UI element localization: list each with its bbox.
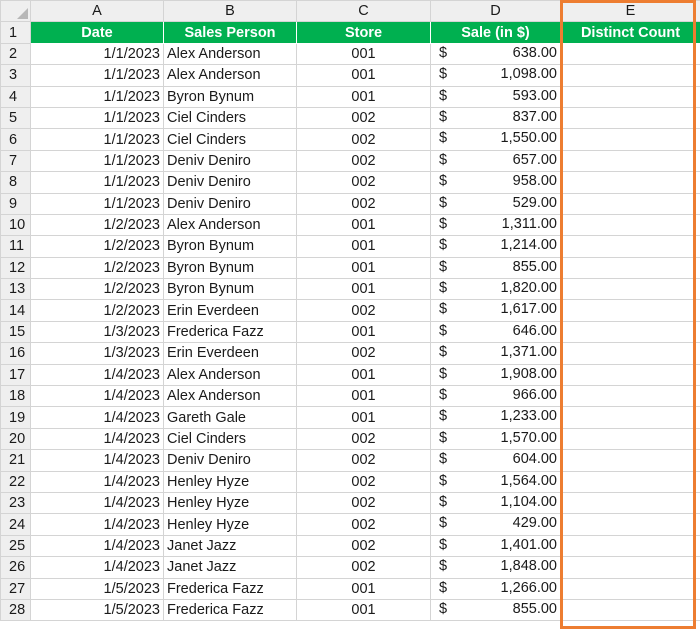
sale-amount: 1,617.00	[500, 301, 557, 318]
column-header-e[interactable]: E	[561, 1, 700, 22]
row-header[interactable]: 19	[1, 407, 31, 428]
sale-cell[interactable]	[431, 257, 561, 278]
table-row	[1, 43, 700, 64]
row-header[interactable]: 8	[1, 172, 31, 193]
row-header[interactable]: 11	[1, 236, 31, 257]
distinct-count-cell[interactable]	[561, 172, 700, 193]
sale-cell[interactable]	[431, 107, 561, 128]
date-cell[interactable]: 1/1/2023	[31, 65, 164, 86]
store-cell[interactable]: 002	[297, 428, 431, 449]
distinct-count-cell[interactable]	[561, 578, 700, 599]
row-header[interactable]: 1	[1, 22, 31, 43]
store-header-cell[interactable]: Store	[297, 22, 431, 43]
select-all-corner[interactable]	[1, 1, 31, 22]
sale-amount: 1,908.00	[500, 365, 557, 382]
currency-symbol: $	[439, 301, 448, 318]
table-row	[1, 386, 700, 407]
row-header[interactable]: 13	[1, 279, 31, 300]
sale-amount: 646.00	[512, 322, 557, 339]
sales-person-cell[interactable]: Byron Bynum	[164, 236, 297, 257]
column-header-b[interactable]: B	[164, 1, 297, 22]
sales-person-cell[interactable]: Byron Bynum	[164, 279, 297, 300]
sales-person-cell[interactable]: Erin Everdeen	[164, 300, 297, 321]
store-cell[interactable]: 001	[297, 236, 431, 257]
distinct-count-cell[interactable]	[561, 514, 700, 535]
sale-amount: 1,098.00	[500, 66, 557, 83]
sales-person-cell[interactable]: Henley Hyze	[164, 514, 297, 535]
row-header[interactable]: 7	[1, 150, 31, 171]
sale-amount: 604.00	[512, 451, 557, 468]
currency-symbol: $	[439, 387, 448, 404]
date-cell[interactable]: 1/1/2023	[31, 150, 164, 171]
date-cell[interactable]: 1/4/2023	[31, 407, 164, 428]
row-header[interactable]: 15	[1, 321, 31, 342]
store-cell[interactable]: 001	[297, 214, 431, 235]
row-header[interactable]: 20	[1, 428, 31, 449]
table-row	[1, 428, 700, 449]
sales-person-cell[interactable]: Deniv Deniro	[164, 450, 297, 471]
sales-person-cell[interactable]: Ciel Cinders	[164, 129, 297, 150]
date-cell[interactable]: 1/3/2023	[31, 321, 164, 342]
date-cell[interactable]: 1/1/2023	[31, 193, 164, 214]
column-header-a[interactable]: A	[31, 1, 164, 22]
date-cell[interactable]: 1/4/2023	[31, 386, 164, 407]
store-cell[interactable]: 002	[297, 535, 431, 556]
row-header[interactable]: 16	[1, 343, 31, 364]
sale-cell[interactable]	[431, 450, 561, 471]
sale-cell[interactable]	[431, 557, 561, 578]
sale-cell[interactable]	[431, 193, 561, 214]
sale-cell[interactable]	[431, 129, 561, 150]
sales-person-cell[interactable]: Alex Anderson	[164, 364, 297, 385]
store-cell[interactable]: 001	[297, 279, 431, 300]
date-cell[interactable]: 1/4/2023	[31, 492, 164, 513]
sale-amount: 1,214.00	[500, 237, 557, 254]
date-header-cell[interactable]: Date	[31, 22, 164, 43]
distinct-count-cell[interactable]	[561, 450, 700, 471]
currency-symbol: $	[439, 258, 448, 275]
distinct-count-cell[interactable]	[561, 321, 700, 342]
store-cell[interactable]: 002	[297, 343, 431, 364]
currency-symbol: $	[439, 151, 448, 168]
row-header[interactable]: 28	[1, 599, 31, 620]
select-all-triangle-icon	[17, 8, 28, 19]
date-cell[interactable]: 1/4/2023	[31, 428, 164, 449]
table-row	[1, 236, 700, 257]
sales-person-header-cell[interactable]: Sales Person	[164, 22, 297, 43]
currency-symbol: $	[439, 344, 448, 361]
distinct-count-cell[interactable]	[561, 599, 700, 620]
currency-symbol: $	[439, 44, 448, 61]
store-cell[interactable]: 002	[297, 450, 431, 471]
date-cell[interactable]: 1/4/2023	[31, 514, 164, 535]
table-row	[1, 172, 700, 193]
sale-cell[interactable]	[431, 321, 561, 342]
distinct-count-cell[interactable]	[561, 193, 700, 214]
distinct-count-cell[interactable]	[561, 535, 700, 556]
sale-cell[interactable]	[431, 492, 561, 513]
currency-symbol: $	[439, 87, 448, 104]
currency-symbol: $	[439, 536, 448, 553]
table-row	[1, 65, 700, 86]
sale-cell[interactable]	[431, 407, 561, 428]
table-row	[1, 407, 700, 428]
sale-amount: 1,564.00	[500, 472, 557, 489]
table-row	[1, 364, 700, 385]
store-cell[interactable]: 002	[297, 129, 431, 150]
currency-symbol: $	[439, 365, 448, 382]
column-header-c[interactable]: C	[297, 1, 431, 22]
table-row	[1, 321, 700, 342]
distinct-count-cell[interactable]	[561, 386, 700, 407]
distinct-count-cell[interactable]	[561, 150, 700, 171]
currency-symbol: $	[439, 472, 448, 489]
sale-cell[interactable]	[431, 236, 561, 257]
date-cell[interactable]: 1/2/2023	[31, 236, 164, 257]
sale-cell[interactable]	[431, 364, 561, 385]
sale-cell[interactable]	[431, 300, 561, 321]
store-cell[interactable]: 001	[297, 321, 431, 342]
currency-symbol: $	[439, 280, 448, 297]
store-cell[interactable]: 001	[297, 407, 431, 428]
sale-amount: 958.00	[512, 173, 557, 190]
table-row	[1, 129, 700, 150]
table-row	[1, 214, 700, 235]
distinct-count-cell[interactable]	[561, 343, 700, 364]
sales-person-cell[interactable]: Frederica Fazz	[164, 578, 297, 599]
currency-symbol: $	[439, 408, 448, 425]
row-header[interactable]: 24	[1, 514, 31, 535]
row-header[interactable]: 26	[1, 557, 31, 578]
table-header-row	[1, 22, 700, 43]
sales-person-cell[interactable]: Frederica Fazz	[164, 321, 297, 342]
sale-cell[interactable]	[431, 214, 561, 235]
row-header[interactable]: 17	[1, 364, 31, 385]
row-header[interactable]: 25	[1, 535, 31, 556]
date-cell[interactable]: 1/1/2023	[31, 86, 164, 107]
sales-person-cell[interactable]: Gareth Gale	[164, 407, 297, 428]
store-cell[interactable]: 001	[297, 599, 431, 620]
sales-person-cell[interactable]: Janet Jazz	[164, 535, 297, 556]
currency-symbol: $	[439, 173, 448, 190]
sale-amount: 529.00	[512, 194, 557, 211]
distinct-count-cell[interactable]	[561, 364, 700, 385]
sale-cell[interactable]	[431, 471, 561, 492]
currency-symbol: $	[439, 130, 448, 147]
sales-person-cell[interactable]: Henley Hyze	[164, 471, 297, 492]
table-row	[1, 193, 700, 214]
date-cell[interactable]: 1/3/2023	[31, 343, 164, 364]
sales-person-cell[interactable]: Deniv Deniro	[164, 193, 297, 214]
table-row	[1, 557, 700, 578]
sale-amount: 837.00	[512, 108, 557, 125]
distinct-count-cell[interactable]	[561, 86, 700, 107]
row-header[interactable]: 9	[1, 193, 31, 214]
store-cell[interactable]: 001	[297, 386, 431, 407]
date-cell[interactable]: 1/1/2023	[31, 43, 164, 64]
currency-symbol: $	[439, 515, 448, 532]
currency-symbol: $	[439, 322, 448, 339]
sale-amount: 966.00	[512, 387, 557, 404]
sale-amount: 1,570.00	[500, 429, 557, 446]
table-row	[1, 343, 700, 364]
table-row	[1, 471, 700, 492]
currency-symbol: $	[439, 66, 448, 83]
distinct-count-cell[interactable]	[561, 428, 700, 449]
sale-cell[interactable]	[431, 428, 561, 449]
sale-cell[interactable]	[431, 578, 561, 599]
row-header[interactable]: 2	[1, 43, 31, 64]
sales-person-cell[interactable]: Alex Anderson	[164, 214, 297, 235]
sale-cell[interactable]	[431, 150, 561, 171]
date-cell[interactable]: 1/1/2023	[31, 172, 164, 193]
store-cell[interactable]: 001	[297, 43, 431, 64]
sales-person-cell[interactable]: Alex Anderson	[164, 386, 297, 407]
distinct-count-cell[interactable]	[561, 279, 700, 300]
currency-symbol: $	[439, 579, 448, 596]
table-row	[1, 578, 700, 599]
currency-symbol: $	[439, 429, 448, 446]
distinct-count-cell[interactable]	[561, 65, 700, 86]
sale-amount: 1,311.00	[501, 215, 557, 232]
row-header[interactable]: 14	[1, 300, 31, 321]
sale-amount: 1,401.00	[500, 536, 557, 553]
date-cell[interactable]: 1/4/2023	[31, 535, 164, 556]
sale-amount: 593.00	[512, 87, 557, 104]
date-cell[interactable]: 1/4/2023	[31, 471, 164, 492]
sale-amount: 855.00	[512, 600, 557, 617]
date-cell[interactable]: 1/1/2023	[31, 107, 164, 128]
sale-amount: 638.00	[512, 44, 557, 61]
sales-person-cell[interactable]: Ciel Cinders	[164, 107, 297, 128]
table-row	[1, 492, 700, 513]
row-header[interactable]: 27	[1, 578, 31, 599]
distinct-count-cell[interactable]	[561, 300, 700, 321]
sale-amount: 429.00	[512, 515, 557, 532]
sale-amount: 657.00	[512, 151, 557, 168]
table-row	[1, 86, 700, 107]
sales-person-cell[interactable]: Janet Jazz	[164, 557, 297, 578]
sales-person-cell[interactable]: Byron Bynum	[164, 86, 297, 107]
sale-amount: 1,820.00	[500, 280, 557, 297]
row-header[interactable]: 23	[1, 492, 31, 513]
date-cell[interactable]: 1/4/2023	[31, 557, 164, 578]
currency-symbol: $	[439, 558, 448, 575]
row-header[interactable]: 22	[1, 471, 31, 492]
table-row	[1, 514, 700, 535]
date-cell[interactable]: 1/4/2023	[31, 450, 164, 471]
distinct-count-cell[interactable]	[561, 236, 700, 257]
distinct-count-cell[interactable]	[561, 129, 700, 150]
row-header[interactable]: 3	[1, 65, 31, 86]
sales-person-cell[interactable]: Erin Everdeen	[164, 343, 297, 364]
sales-person-cell[interactable]: Alex Anderson	[164, 43, 297, 64]
store-cell[interactable]: 002	[297, 557, 431, 578]
row-header[interactable]: 4	[1, 86, 31, 107]
currency-symbol: $	[439, 194, 448, 211]
column-header-row	[1, 1, 700, 22]
store-cell[interactable]: 001	[297, 65, 431, 86]
row-header[interactable]: 21	[1, 450, 31, 471]
distinct-count-cell[interactable]	[561, 214, 700, 235]
sales-person-cell[interactable]: Ciel Cinders	[164, 428, 297, 449]
date-cell[interactable]: 1/2/2023	[31, 257, 164, 278]
date-cell[interactable]: 1/5/2023	[31, 578, 164, 599]
distinct-count-cell[interactable]	[561, 257, 700, 278]
date-cell[interactable]: 1/1/2023	[31, 129, 164, 150]
sale-cell[interactable]	[431, 599, 561, 620]
store-cell[interactable]: 002	[297, 150, 431, 171]
table-row	[1, 450, 700, 471]
distinct-count-cell[interactable]	[561, 492, 700, 513]
sale-cell[interactable]	[431, 172, 561, 193]
store-cell[interactable]: 001	[297, 578, 431, 599]
sales-person-cell[interactable]: Byron Bynum	[164, 257, 297, 278]
currency-symbol: $	[439, 493, 448, 510]
store-cell[interactable]: 002	[297, 172, 431, 193]
row-header[interactable]: 6	[1, 129, 31, 150]
sale-cell[interactable]	[431, 279, 561, 300]
sale-cell[interactable]	[431, 514, 561, 535]
store-cell[interactable]: 002	[297, 471, 431, 492]
store-cell[interactable]: 002	[297, 492, 431, 513]
distinct-count-header-cell[interactable]: Distinct Count	[561, 22, 700, 43]
distinct-count-cell[interactable]	[561, 107, 700, 128]
date-cell[interactable]: 1/5/2023	[31, 599, 164, 620]
table-row	[1, 599, 700, 620]
sales-person-cell[interactable]: Frederica Fazz	[164, 599, 297, 620]
distinct-count-cell[interactable]	[561, 407, 700, 428]
sale-amount: 1,550.00	[500, 130, 557, 147]
sale-amount: 1,848.00	[500, 558, 557, 575]
table-row	[1, 535, 700, 556]
date-cell[interactable]: 1/2/2023	[31, 214, 164, 235]
sales-person-cell[interactable]: Henley Hyze	[164, 492, 297, 513]
distinct-count-cell[interactable]	[561, 557, 700, 578]
sales-person-cell[interactable]: Alex Anderson	[164, 65, 297, 86]
store-cell[interactable]: 002	[297, 300, 431, 321]
date-cell[interactable]: 1/2/2023	[31, 300, 164, 321]
row-header[interactable]: 12	[1, 257, 31, 278]
sale-amount: 855.00	[512, 258, 557, 275]
table-row	[1, 300, 700, 321]
row-header[interactable]: 10	[1, 214, 31, 235]
distinct-count-cell[interactable]	[561, 471, 700, 492]
sale-cell[interactable]	[431, 386, 561, 407]
sale-cell[interactable]	[431, 65, 561, 86]
distinct-count-cell[interactable]	[561, 43, 700, 64]
sale-amount: 1,104.00	[500, 493, 557, 510]
currency-symbol: $	[439, 451, 448, 468]
sale-amount: 1,266.00	[500, 579, 557, 596]
column-header-d[interactable]: D	[431, 1, 561, 22]
sales-person-cell[interactable]: Deniv Deniro	[164, 172, 297, 193]
row-header[interactable]: 5	[1, 107, 31, 128]
table-row	[1, 150, 700, 171]
currency-symbol: $	[439, 237, 448, 254]
sale-cell[interactable]	[431, 43, 561, 64]
store-cell[interactable]: 001	[297, 364, 431, 385]
currency-symbol: $	[439, 600, 448, 617]
currency-symbol: $	[439, 108, 448, 125]
store-cell[interactable]: 001	[297, 86, 431, 107]
store-cell[interactable]: 002	[297, 193, 431, 214]
date-cell[interactable]: 1/4/2023	[31, 364, 164, 385]
store-cell[interactable]: 002	[297, 514, 431, 535]
table-row	[1, 107, 700, 128]
sale-cell[interactable]	[431, 343, 561, 364]
sale-cell[interactable]	[431, 86, 561, 107]
sale-amount: 1,371.00	[500, 344, 557, 361]
sale-amount: 1,233.00	[500, 408, 557, 425]
sales-person-cell[interactable]: Deniv Deniro	[164, 150, 297, 171]
store-cell[interactable]: 001	[297, 257, 431, 278]
sale-cell[interactable]	[431, 535, 561, 556]
table-row	[1, 279, 700, 300]
date-cell[interactable]: 1/2/2023	[31, 279, 164, 300]
row-header[interactable]: 18	[1, 386, 31, 407]
table-row	[1, 257, 700, 278]
currency-symbol: $	[439, 215, 448, 232]
store-cell[interactable]: 002	[297, 107, 431, 128]
sale-header-cell[interactable]: Sale (in $)	[431, 22, 561, 43]
